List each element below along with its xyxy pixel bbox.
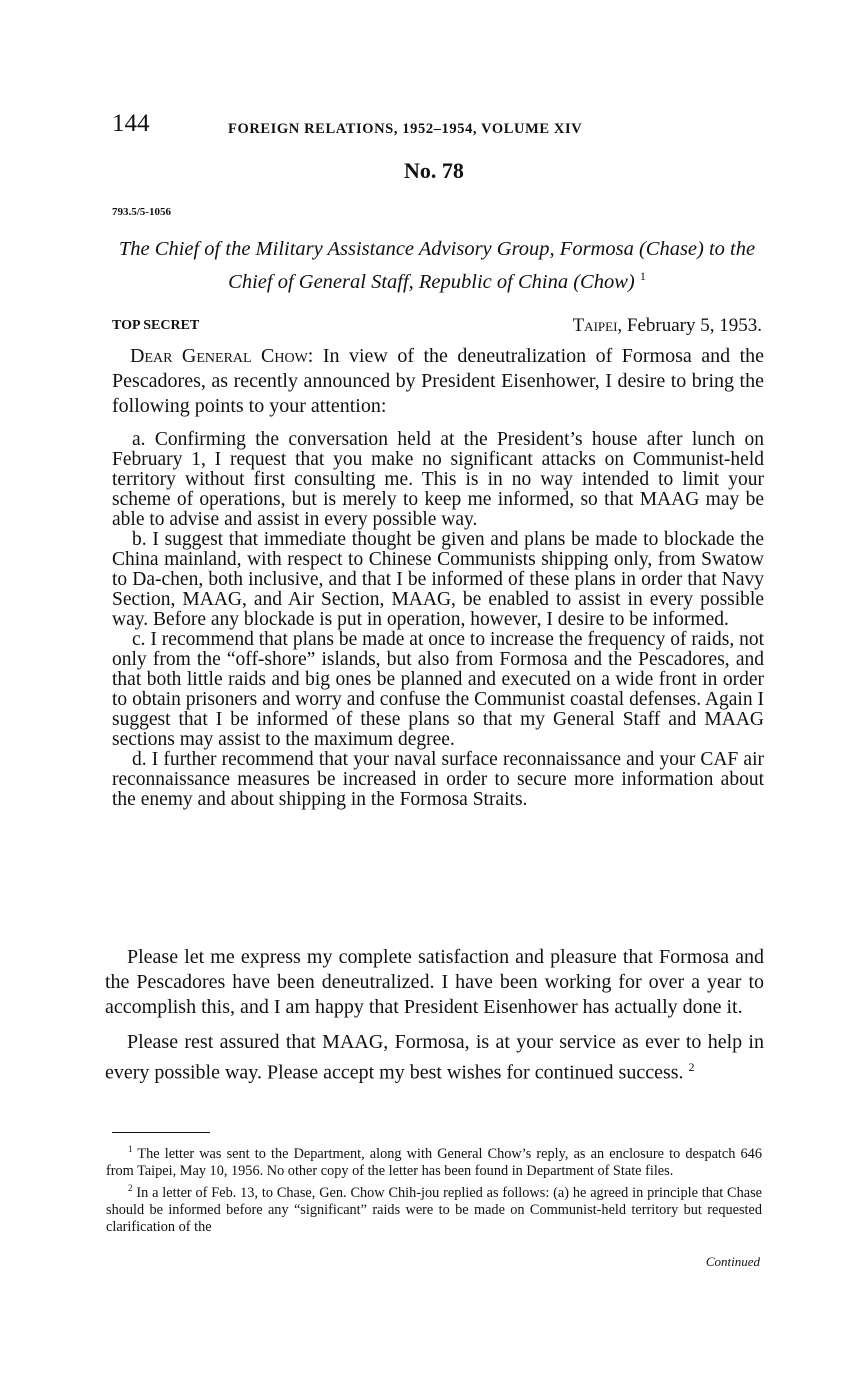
closing-footnote-marker: 2 bbox=[688, 1060, 695, 1074]
points-list bbox=[112, 430, 764, 810]
closing-paragraph-2-text: Please rest assured that MAAG, Formosa, is at your service as ever to help in every possible way. Please accept my best wishes for continued success. bbox=[105, 1031, 764, 1084]
footnote-1-marker: 1 bbox=[128, 1144, 133, 1154]
salutation: Dear General Chow: bbox=[130, 345, 314, 367]
intro-text: In view of the deneutralization of Formosa and the Pescadores, as recently announced by President Eisenhower, I desire to bring the following points to your attention: bbox=[112, 345, 765, 417]
continued-label: Continued bbox=[705, 1254, 760, 1269]
file-code: 793.5/5-1056 bbox=[112, 206, 171, 218]
footnotes bbox=[106, 1141, 762, 1236]
document-title-text: The Chief of the Military Assistance Advisory Group, Formosa (Chase) to the Chief of General Staff, Republic of China (Chow) bbox=[118, 238, 756, 293]
title-footnote-marker: 1 bbox=[639, 269, 646, 283]
closing-paragraph-1: Please let me express my complete satisfaction and pleasure that Formosa and the Pescadores have been deneutralized. I have been working for over a year to accomplish this, and I am happy that President Eisenhower has actually done it. bbox=[105, 946, 764, 1018]
closing-paragraph-2 bbox=[105, 1030, 764, 1086]
classification-marking: TOP SECRET bbox=[112, 318, 200, 333]
footnote-2-marker: 2 bbox=[128, 1182, 133, 1193]
document-number: No. 78 bbox=[404, 158, 464, 183]
dateline-date: February 5, 1953. bbox=[626, 315, 762, 336]
footnote-2 bbox=[106, 1180, 762, 1236]
footnote-1 bbox=[106, 1141, 762, 1180]
closing-section bbox=[105, 945, 764, 1096]
letter-intro bbox=[112, 344, 764, 419]
document-title bbox=[112, 236, 762, 296]
point-c: c. I recommend that plans be made at once to increase the frequency of raids, not only from the “off-shore” islands, but also from Formosa and the Pescadores, and that both little raids and big ones be planned and executed on a wide front in order to obtain prisoners and worry and confuse the Communist coastal defenses. Again I suggest that I be informed of these plans so that my General Staff and MAAG sections may assist to the maximum degree. bbox=[112, 629, 764, 750]
page-number: 144 bbox=[112, 110, 150, 137]
running-head: FOREIGN RELATIONS, 1952–1954, VOLUME XIV bbox=[228, 121, 583, 137]
footnote-1-text: The letter was sent to the Department, along with General Chow’s reply, as an enclosure to despatch 646 from Taipei, May 10, 1956. No other copy of the letter has been found in Department of State files. bbox=[106, 1145, 762, 1179]
point-a: a. Confirming the conversation held at the President’s house after lunch on February 1, I request that you make no significant attacks on Communist-held territory without first consulting me. This is in no way intended to limit your scheme of operations, but is merely to keep me informed, so that MAAG may be able to advise and assist in every possible way. bbox=[112, 429, 764, 530]
footnote-2-text: In a letter of Feb. 13, to Chase, Gen. Chow Chih-jou replied as follows: (a) he agreed in principle that Chase should be informed before any “significant” raids were to be made on Communist-held territory but requested clarification of the bbox=[106, 1184, 762, 1235]
point-d: d. I further recommend that your naval surface reconnaissance and your CAF air reconnaissance measures be increased in order to secure more information about the enemy and about shipping in the Formosa Straits. bbox=[112, 749, 764, 810]
point-b: b. I suggest that immediate thought be given and plans be made to blockade the China mainland, with respect to Chinese Communists shipping only, from Swatow to Da-chen, both inclusive, and that I be informed of these plans in order that Navy Section, MAAG, and Air Section, MAAG, be enabled to assist in every possible way. Before any blockade is put in operation, however, I desire to be informed. bbox=[112, 529, 764, 630]
footnote-divider bbox=[112, 1132, 210, 1133]
dateline bbox=[573, 315, 762, 337]
dateline-place: Taipei, bbox=[572, 315, 623, 336]
